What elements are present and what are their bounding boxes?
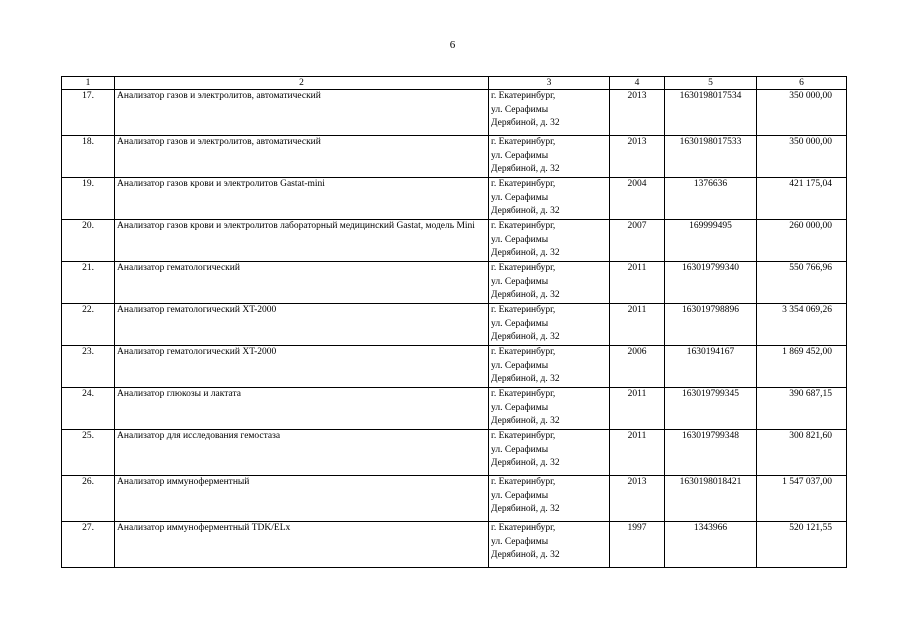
table-header-row	[62, 77, 847, 90]
address: г. Екатеринбург, ул. Серафимы Дерябиной, д. 32	[489, 388, 610, 430]
column-header: 1	[62, 77, 115, 90]
table-row	[62, 522, 847, 568]
column-header: 2	[115, 77, 489, 90]
year: 2011	[610, 262, 665, 304]
address: г. Екатеринбург, ул. Серафимы Дерябиной, д. 32	[489, 476, 610, 522]
equipment-name: Анализатор иммуноферментный	[115, 476, 489, 522]
year: 2011	[610, 304, 665, 346]
address: г. Екатеринбург, ул. Серафимы Дерябиной, д. 32	[489, 90, 610, 136]
year: 2013	[610, 476, 665, 522]
column-header: 5	[665, 77, 757, 90]
address: г. Екатеринбург, ул. Серафимы Дерябиной, д. 32	[489, 220, 610, 262]
table-row	[62, 346, 847, 388]
cost: 550 766,96	[757, 262, 847, 304]
address: г. Екатеринбург, ул. Серафимы Дерябиной, д. 32	[489, 178, 610, 220]
row-number: 27.	[62, 522, 115, 568]
row-number: 24.	[62, 388, 115, 430]
row-number: 17.	[62, 90, 115, 136]
address: г. Екатеринбург, ул. Серафимы Дерябиной, д. 32	[489, 262, 610, 304]
address: г. Екатеринбург, ул. Серафимы Дерябиной, д. 32	[489, 136, 610, 178]
table-row	[62, 388, 847, 430]
equipment-name: Анализатор гематологический XT-2000	[115, 346, 489, 388]
equipment-table	[61, 76, 847, 568]
cost: 350 000,00	[757, 136, 847, 178]
table-row	[62, 178, 847, 220]
inventory-number: 1343966	[665, 522, 757, 568]
cost: 421 175,04	[757, 178, 847, 220]
address: г. Екатеринбург, ул. Серафимы Дерябиной, д. 32	[489, 346, 610, 388]
cost: 1 547 037,00	[757, 476, 847, 522]
cost: 390 687,15	[757, 388, 847, 430]
inventory-number: 163019799340	[665, 262, 757, 304]
year: 2013	[610, 136, 665, 178]
table-row	[62, 262, 847, 304]
cost: 350 000,00	[757, 90, 847, 136]
inventory-number: 163019799345	[665, 388, 757, 430]
row-number: 25.	[62, 430, 115, 476]
year: 2013	[610, 90, 665, 136]
cost: 1 869 452,00	[757, 346, 847, 388]
equipment-name: Анализатор глюкозы и лактата	[115, 388, 489, 430]
column-header: 3	[489, 77, 610, 90]
equipment-name: Анализатор газов и электролитов, автоматический	[115, 90, 489, 136]
year: 2004	[610, 178, 665, 220]
equipment-name: Анализатор гематологический	[115, 262, 489, 304]
table-row	[62, 136, 847, 178]
year: 1997	[610, 522, 665, 568]
row-number: 19.	[62, 178, 115, 220]
page-number: 6	[449, 39, 456, 51]
table-row	[62, 90, 847, 136]
column-header: 6	[757, 77, 847, 90]
inventory-number: 169999495	[665, 220, 757, 262]
year: 2006	[610, 346, 665, 388]
row-number: 18.	[62, 136, 115, 178]
row-number: 21.	[62, 262, 115, 304]
table-row	[62, 220, 847, 262]
address: г. Екатеринбург, ул. Серафимы Дерябиной, д. 32	[489, 430, 610, 476]
inventory-number: 1630198017534	[665, 90, 757, 136]
inventory-number: 1630194167	[665, 346, 757, 388]
table-row	[62, 304, 847, 346]
row-number: 22.	[62, 304, 115, 346]
inventory-number: 163019798896	[665, 304, 757, 346]
column-header: 4	[610, 77, 665, 90]
equipment-name: Анализатор газов крови и электролитов Gastat-mini	[115, 178, 489, 220]
cost: 520 121,55	[757, 522, 847, 568]
inventory-number: 1630198017533	[665, 136, 757, 178]
equipment-name: Анализатор для исследования гемостаза	[115, 430, 489, 476]
inventory-number: 1376636	[665, 178, 757, 220]
row-number: 26.	[62, 476, 115, 522]
inventory-number: 163019799348	[665, 430, 757, 476]
year: 2011	[610, 430, 665, 476]
row-number: 23.	[62, 346, 115, 388]
year: 2007	[610, 220, 665, 262]
table-row	[62, 476, 847, 522]
equipment-name: Анализатор иммуноферментный TDK/ELx	[115, 522, 489, 568]
equipment-name: Анализатор газов и электролитов, автоматический	[115, 136, 489, 178]
equipment-name: Анализатор гематологический XT-2000	[115, 304, 489, 346]
equipment-name: Анализатор газов крови и электролитов лабораторный медицинский Gastat, модель Mini	[115, 220, 489, 262]
cost: 300 821,60	[757, 430, 847, 476]
inventory-number: 1630198018421	[665, 476, 757, 522]
year: 2011	[610, 388, 665, 430]
row-number: 20.	[62, 220, 115, 262]
address: г. Екатеринбург, ул. Серафимы Дерябиной, д. 32	[489, 304, 610, 346]
table-row	[62, 430, 847, 476]
cost: 260 000,00	[757, 220, 847, 262]
cost: 3 354 069,26	[757, 304, 847, 346]
address: г. Екатеринбург, ул. Серафимы Дерябиной, д. 32	[489, 522, 610, 568]
